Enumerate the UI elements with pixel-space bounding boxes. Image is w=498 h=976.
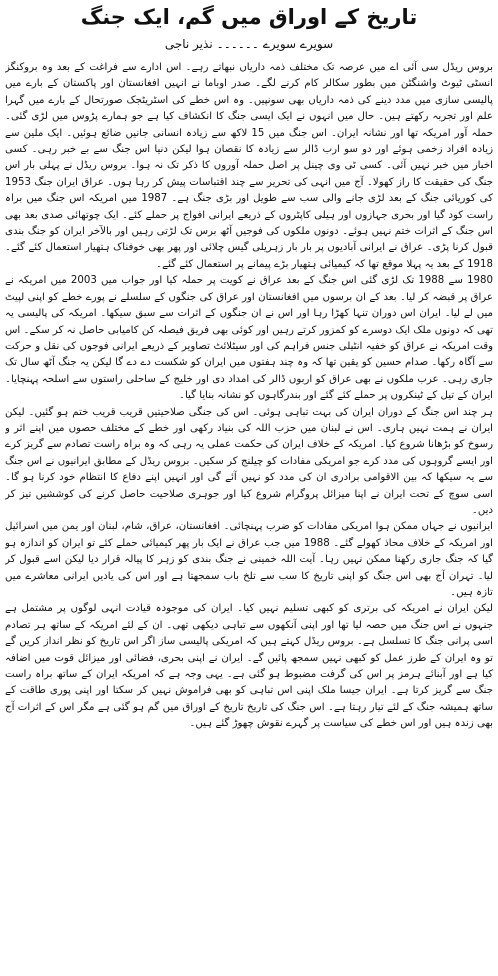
article-paragraph-2: 1980 سے 1988 تک لڑی گئی اس جنگ کے بعد عراق نے کویت پر حملہ کیا اور جواب میں 2003 میں امریکہ نے عراق پر قبضہ کر لیا۔ بعد کے ان برسوں میں افغانستان اور عراق کی جنگوں کے سلسلے نے پورے خطے کو اپنی لپیٹ میں لے لیا۔ ایران اس دوران تنہا کھڑا رہا اور اس نے ان جنگوں کے اثرات سے سبق سیکھا۔ امریکہ کی پالیسی یہ تھی کہ دونوں ملک ایک دوسرے کو کمزور کرتے رہیں اور کوئی بھی فریق فیصلہ کن کامیابی حاصل نہ کر سکے۔ اس وقت امریکہ نے عراق کو خفیہ انٹیلی جنس فراہم کی اور سیٹلائٹ تصاویر کے ذریعے ایرانی فوجوں کی نقل و حرکت سے آگاہ رکھا۔ صدام حسین کو یقین تھا کہ وہ چند ہفتوں میں ایران کو شکست دے دے گا لیکن یہ جنگ آٹھ سال تک جاری رہی۔ عرب ملکوں نے بھی عراق کو اربوں ڈالر کی امداد دی اور خلیج کے ساحلی راستوں سے اسلحہ پہنچایا۔ ایران کے تیل کے ٹینکروں پر حملے کئے گئے اور بندرگاہوں کو نشانہ بنایا گیا۔ xyxy=(5,275,493,402)
article-headline: تاریخ کے اوراق میں گم، ایک جنگ xyxy=(80,5,418,29)
byline xyxy=(5,36,493,54)
byline-separator: ۔۔۔۔۔۔ xyxy=(216,37,259,51)
article-paragraph-3: ہر چند اس جنگ کے دوران ایران کی بہت تباہی ہوئی۔ اس کی جنگی صلاحیتیں قریب قریب ختم ہو گئیں۔ لیکن ایران نے ہمت نہیں ہاری۔ اس نے لبنان میں حزب اللہ کی بنیاد رکھی اور خطے کے مختلف حصوں میں اپنے اثر و رسوخ کو بڑھانا شروع کیا۔ امریکہ کے خلاف ایران کی حکمت عملی یہ رہی کہ وہ براہ راست تصادم سے گریز کرے اور ایسے گروہوں کی مدد کرے جو امریکی مفادات کو چیلنج کر سکیں۔ بروس ریڈل کے مطابق ایرانیوں نے اس جنگ سے یہ سیکھا کہ بین الاقوامی برادری ان کی مدد کو نہیں آئے گی اور انہیں اپنے دفاع کا انتظام خود کرنا ہو گا۔ اسی سوچ کے تحت ایران نے اپنا میزائل پروگرام شروع کیا اور جوہری صلاحیت حاصل کرنے کی کوششیں تیز کر دیں۔ xyxy=(5,406,493,516)
article-paragraph-4: ایرانیوں نے جہاں ممکن ہوا امریکی مفادات کو ضرب پہنچائی۔ افغانستان، عراق، شام، لبنان اور یمن میں اسرائیل اور امریکہ کے خلاف محاذ کھولے گئے۔ 1988 میں جب عراق نے ایک بار پھر کیمیائی حملے کئے تو ایران کو اندازہ ہو گیا کہ جنگ جاری رکھنا ممکن نہیں رہا۔ آیت اللہ خمینی نے جنگ بندی کو زہر کا پیالہ قرار دیا لیکن اسے قبول کر لیا۔ تہران آج بھی اس جنگ کو اپنی تاریخ کا سب سے تلخ باب سمجھتا ہے اور اس کی یادیں ایرانی معاشرے میں تازہ ہیں۔ xyxy=(5,521,493,598)
article-body xyxy=(5,60,493,965)
article-paragraph-5: لیکن ایران نے امریکہ کی برتری کو کبھی تسلیم نہیں کیا۔ ایران کی موجودہ قیادت انہی لوگوں پر مشتمل ہے جنہوں نے اس جنگ میں حصہ لیا تھا اور اپنی آنکھوں سے تباہی دیکھی تھی۔ ان کے لئے امریکہ کے ساتھ ہر تصادم اسی پرانی جنگ کا تسلسل ہے۔ بروس ریڈل کہتے ہیں کہ امریکی پالیسی ساز اگر اس تاریخ کو نظر انداز کریں گے تو وہ ایران کے طرز عمل کو کبھی نہیں سمجھ پائیں گے۔ ایران نے اپنی بحری، فضائی اور میزائل قوت میں اضافہ کیا ہے اور آبنائے ہرمز پر اس کی گرفت مضبوط ہو گئی ہے۔ یہی وجہ ہے کہ امریکہ ایران کے ساتھ براہ راست جنگ سے گریز کرتا ہے۔ ایران جیسا ملک اپنی اس تباہی کو بھی فراموش نہیں کر سکتا اور اپنی پوری طاقت کے ساتھ ہمیشہ جنگ کے لئے تیار رہتا ہے۔ اس جنگ کی تاریخ تاریخ کے اوراق میں گم ہو گئی ہے مگر اس کے اثرات آج بھی زندہ ہیں اور اس خطے کی سیاست پر گہرے نقوش چھوڑ گئے ہیں۔ xyxy=(5,603,493,730)
article-paragraph-1: بروس ریڈل سی آئی اے میں عرصہ تک مختلف ذمہ داریاں نبھاتے رہے۔ اس ادارے سے فراغت کے بعد وہ بروکنگز انسٹی ٹیوٹ واشنگٹن میں بطور سکالر کام کرنے لگے۔ صدر اوباما نے انہیں افغانستان اور پاکستان کے بارے میں پالیسی سازی میں مدد دینے کی ذمہ داریاں بھی سونپیں۔ وہ اس خطے کی اسٹریٹجک صورتحال کے بارے میں گہرا علم اور تجربہ رکھتے ہیں۔ حال میں انہوں نے ایک ایسی جنگ کا انکشاف کیا ہے جو ہمارے پڑوس میں لڑی گئی۔ حملہ آور امریکہ تھا اور نشانہ ایران۔ اس جنگ میں 15 لاکھ سے زیادہ انسانی جانیں ضائع ہوئیں۔ ایک ملین سے زیادہ افراد زخمی ہوئے اور دو سو ارب ڈالر سے زیادہ کا نقصان ہوا لیکن دنیا اس جنگ سے بے خبر رہی۔ کسی اخبار میں خبر نہیں آئی۔ کسی ٹی وی چینل پر اصل حملہ آوروں کا ذکر تک نہ ہوا۔ بروس ریڈل نے پہلی بار اس جنگ کی حقیقت کا راز کھولا۔ آج میں انہی کی تحریر سے چند اقتباسات پیش کر رہا ہوں۔ عراق ایران جنگ 1953 کی کوریائی جنگ کے بعد لڑی جانے والی سب سے طویل اور بڑی جنگ ہے۔ 1987 میں امریکہ اس جنگ میں براہ راست کود گیا اور بحری جہازوں اور ہیلی کاپٹروں کے ذریعے ایرانی افواج پر حملے کئے۔ ایک چوتھائی صدی بعد بھی اس جنگ کے اثرات ختم نہیں ہوئے۔ دونوں ملکوں کی فوجیں آٹھ برس تک لڑتی رہیں اور بالآخر ایران کو جنگ بندی قبول کرنا پڑی۔ عراق نے ایرانی آبادیوں پر بار بار زہریلی گیس چلائی اور پھر بھی خوفناک ہتھیار استعمال کئے گئے۔ 1918 کے بعد یہ پہلا موقع تھا کہ کیمیائی ہتھیار بڑے پیمانے پر استعمال کئے گئے۔ xyxy=(5,62,493,270)
byline-column-name: سویرے سویرے xyxy=(262,37,334,51)
byline-author: نذیر ناجی xyxy=(164,37,213,51)
